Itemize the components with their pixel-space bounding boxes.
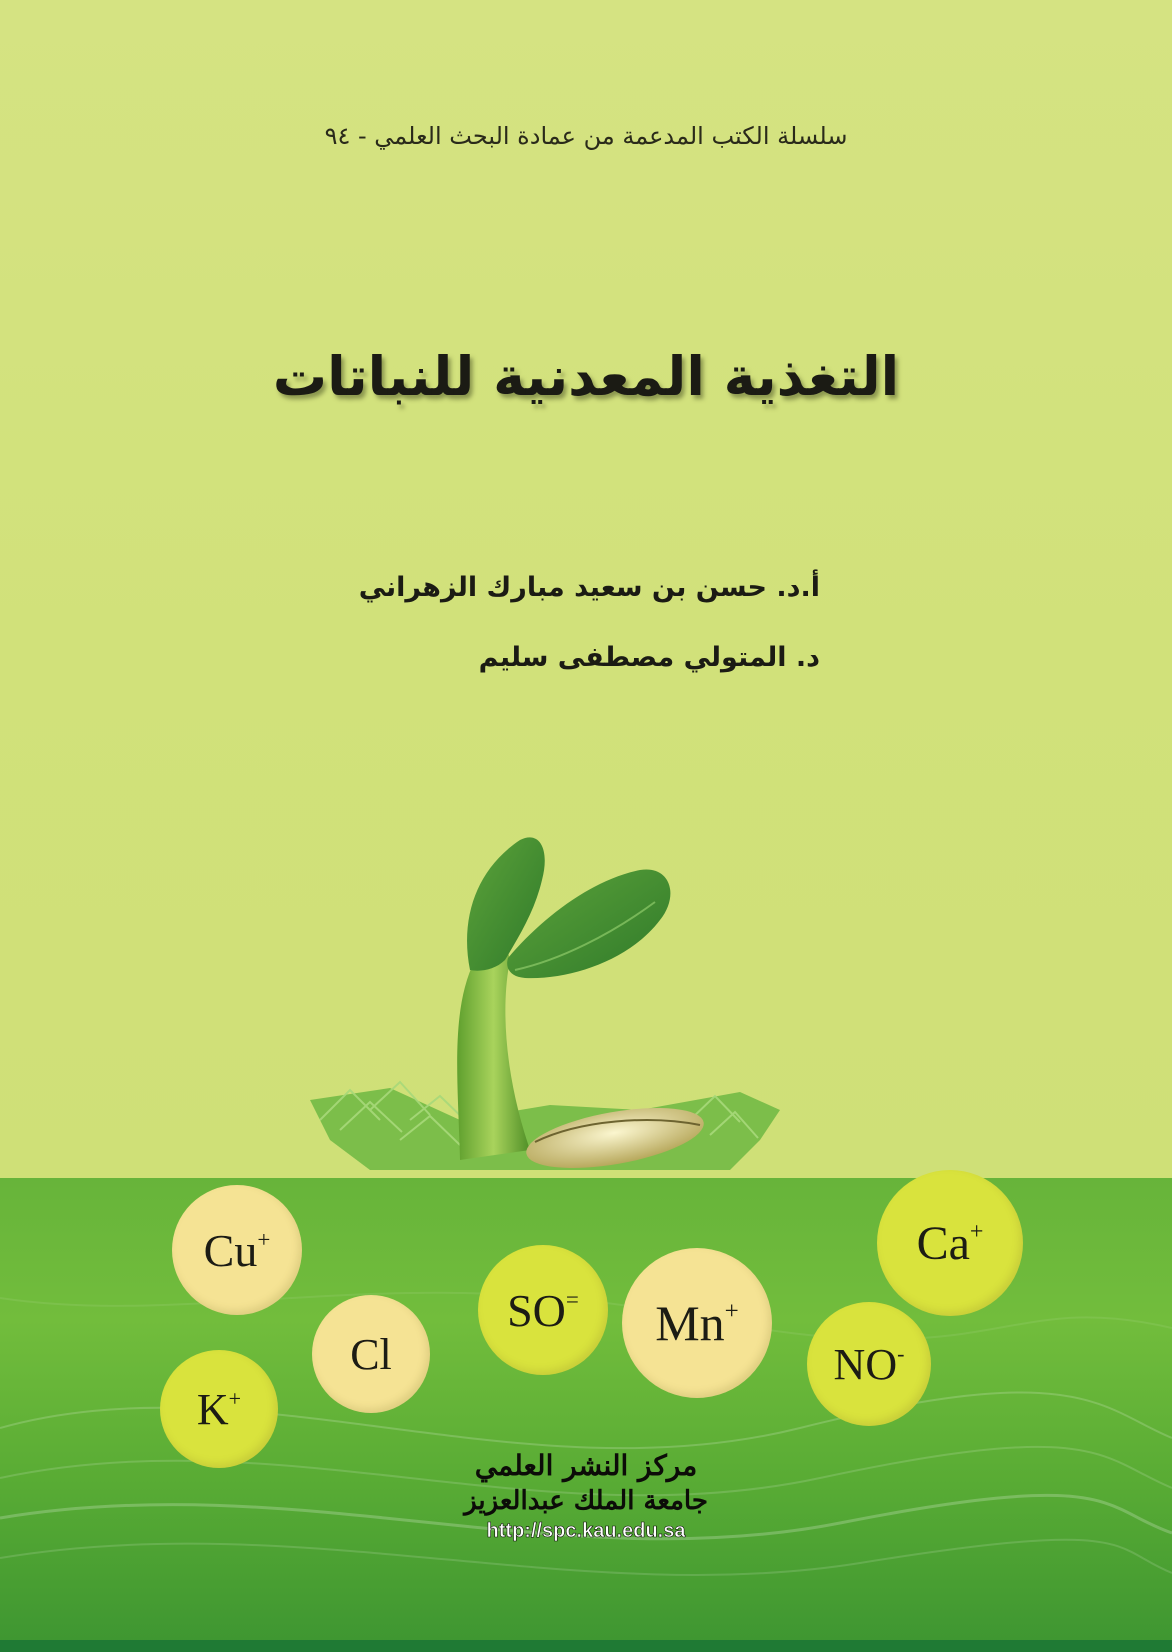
ion-cl: Cl [312, 1295, 430, 1413]
publisher-university: جامعة الملك عبدالعزيز [464, 1486, 708, 1516]
seedling-illustration [310, 820, 790, 1260]
author-1: أ.د. حسن بن سعيد مبارك الزهراني [358, 572, 820, 603]
bottom-stripe [0, 1640, 1172, 1652]
book-title: التغذية المعدنية للنباتات [272, 345, 900, 408]
ion-mn: Mn + [622, 1248, 772, 1398]
ion-ca: Ca + [877, 1170, 1023, 1316]
ion-no: NO - [807, 1302, 931, 1426]
publisher-block [0, 1448, 1172, 1544]
publisher-url: http://spc.kau.edu.sa [486, 1520, 686, 1542]
publisher-center: مركز النشر العلمي [474, 1449, 698, 1482]
ion-cu: Cu + [172, 1185, 302, 1315]
author-2: د. المتولي مصطفى سليم [478, 642, 820, 673]
ion-k: K + [160, 1350, 278, 1468]
ion-so: SO = [478, 1245, 608, 1375]
series-line: سلسلة الكتب المدعمة من عمادة البحث العلمي - ٩٤ [324, 122, 848, 150]
